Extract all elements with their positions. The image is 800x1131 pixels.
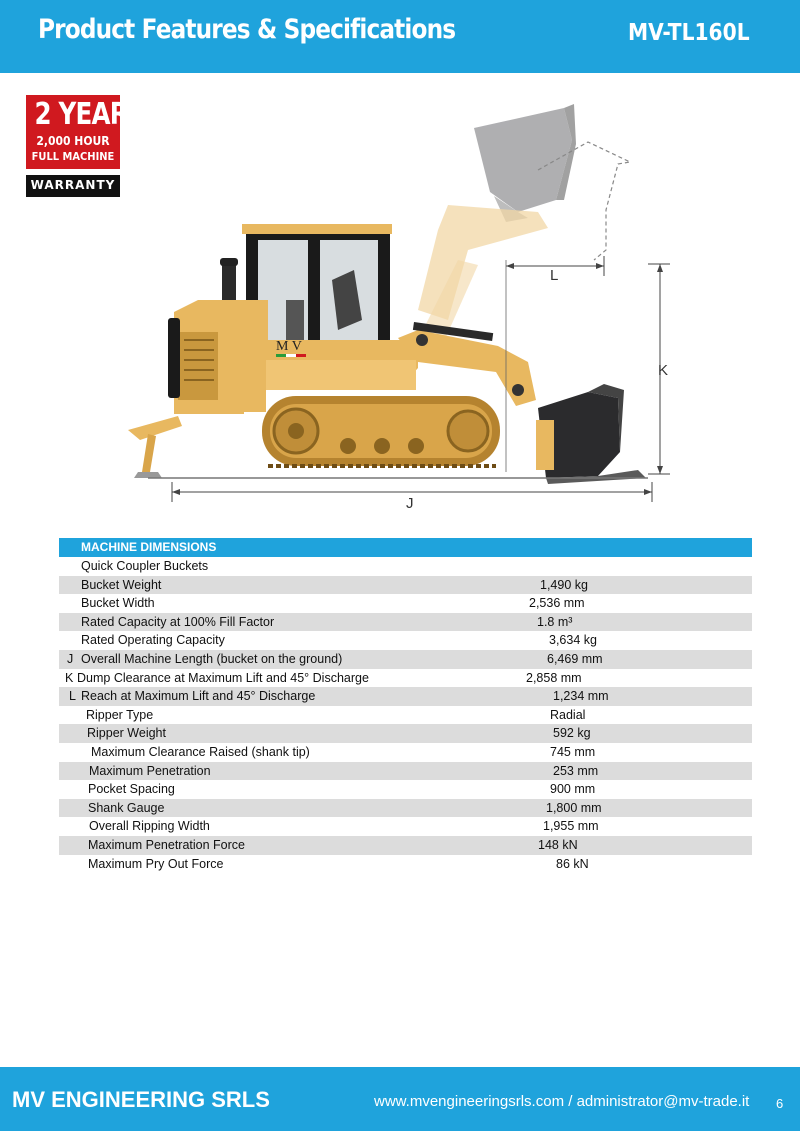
company-name: MV ENGINEERING SRLS: [12, 1087, 270, 1112]
row-value: 1.8 m³: [537, 614, 573, 629]
front-bucket: [536, 384, 646, 484]
row-label: Dump Clearance at Maximum Lift and 45° Discharge: [77, 670, 369, 685]
row-label: Rated Capacity at 100% Fill Factor: [81, 614, 275, 629]
italian-flag-stripe-red: [296, 354, 306, 357]
table-row: [59, 817, 752, 836]
table-row: [59, 836, 752, 855]
row-value: 745 mm: [550, 744, 596, 759]
dimension-label-j: J: [406, 495, 414, 512]
row-label: Bucket Width: [81, 596, 155, 611]
warranty-coverage: FULL MACHINE: [31, 150, 115, 163]
table-row: [59, 594, 752, 613]
row-value: 148 kN: [538, 837, 578, 852]
row-label: Overall Machine Length (bucket on the ground): [81, 651, 343, 666]
row-value: 6,469 mm: [547, 651, 603, 666]
table-row: [59, 706, 752, 725]
row-label: Bucket Weight: [81, 577, 162, 592]
row-label: Pocket Spacing: [88, 782, 175, 797]
table-row: [59, 724, 752, 743]
row-value: 1,234 mm: [553, 689, 609, 704]
dimension-k: [648, 264, 670, 474]
dimension-j: [172, 482, 652, 512]
italian-flag-stripe-white: [286, 354, 296, 357]
row-label: Shank Gauge: [88, 800, 165, 815]
raised-bucket-ghost: [474, 104, 576, 222]
table-heading: [59, 538, 752, 557]
brand-mark: M V: [276, 339, 302, 354]
page-header: [0, 0, 800, 73]
row-label: Rated Operating Capacity: [81, 633, 225, 648]
table-row: [59, 762, 752, 781]
table-row: [59, 613, 752, 632]
row-value: 2,858 mm: [526, 670, 582, 685]
row-value: 1,800 mm: [546, 800, 602, 815]
row-label: Reach at Maximum Lift and 45° Discharge: [81, 689, 316, 704]
row-label: Ripper Type: [86, 707, 154, 722]
table-row: [59, 780, 752, 799]
warranty-years: 2 YEAR: [34, 97, 128, 132]
lift-arm: [398, 322, 536, 406]
row-value: Radial: [550, 707, 586, 722]
page-number: 6: [776, 1096, 784, 1111]
row-label: Maximum Penetration Force: [88, 837, 246, 852]
table-row: [59, 687, 752, 706]
row-label: Maximum Clearance Raised (shank tip): [91, 744, 310, 759]
ripper: [128, 400, 244, 478]
dimension-label-l: L: [550, 267, 559, 284]
warranty-label: WARRANTY: [30, 178, 116, 192]
dimension-label-k: K: [658, 362, 669, 379]
dimension-letter: L: [69, 689, 76, 704]
undercarriage-tracks: [262, 396, 500, 466]
row-value: 86 kN: [556, 856, 589, 871]
model-name: MV-TL160L: [628, 20, 750, 46]
warranty-badge: [26, 95, 128, 201]
table-row: [59, 650, 752, 669]
table-row: [59, 557, 752, 576]
table-row: [59, 855, 752, 874]
table-heading-label: MACHINE DIMENSIONS: [81, 540, 217, 554]
row-label: Maximum Penetration: [89, 763, 211, 778]
italian-flag-stripe-green: [276, 354, 286, 357]
row-value: 253 mm: [553, 763, 599, 778]
track-loader-illustration: [118, 100, 678, 520]
warranty-hours: 2,000 HOUR: [36, 134, 110, 148]
page-footer: [0, 1067, 800, 1131]
dimension-letter: K: [65, 670, 74, 685]
row-value: 592 kg: [553, 726, 591, 741]
machine-dimensions-table: [59, 538, 752, 873]
row-label: Overall Ripping Width: [89, 819, 210, 834]
table-body: [59, 557, 752, 873]
row-value: 1,490 kg: [540, 577, 588, 592]
row-value: 3,634 kg: [549, 633, 597, 648]
table-row: [59, 799, 752, 818]
page-title: Product Features & Specifications: [38, 14, 456, 45]
row-value: 1,955 mm: [543, 819, 599, 834]
table-row: [59, 743, 752, 762]
row-value: 900 mm: [550, 782, 596, 797]
table-row: [59, 576, 752, 595]
row-label: Maximum Pry Out Force: [88, 856, 224, 871]
row-label: Ripper Weight: [87, 726, 166, 741]
row-label: Quick Coupler Buckets: [81, 559, 209, 573]
contact-info: www.mvengineeringsrls.com / administrator@mv-trade.it: [374, 1093, 750, 1110]
table-row: [59, 669, 752, 688]
row-value: 2,536 mm: [529, 596, 585, 611]
dimension-letter: J: [67, 651, 74, 666]
table-row: [59, 631, 752, 650]
